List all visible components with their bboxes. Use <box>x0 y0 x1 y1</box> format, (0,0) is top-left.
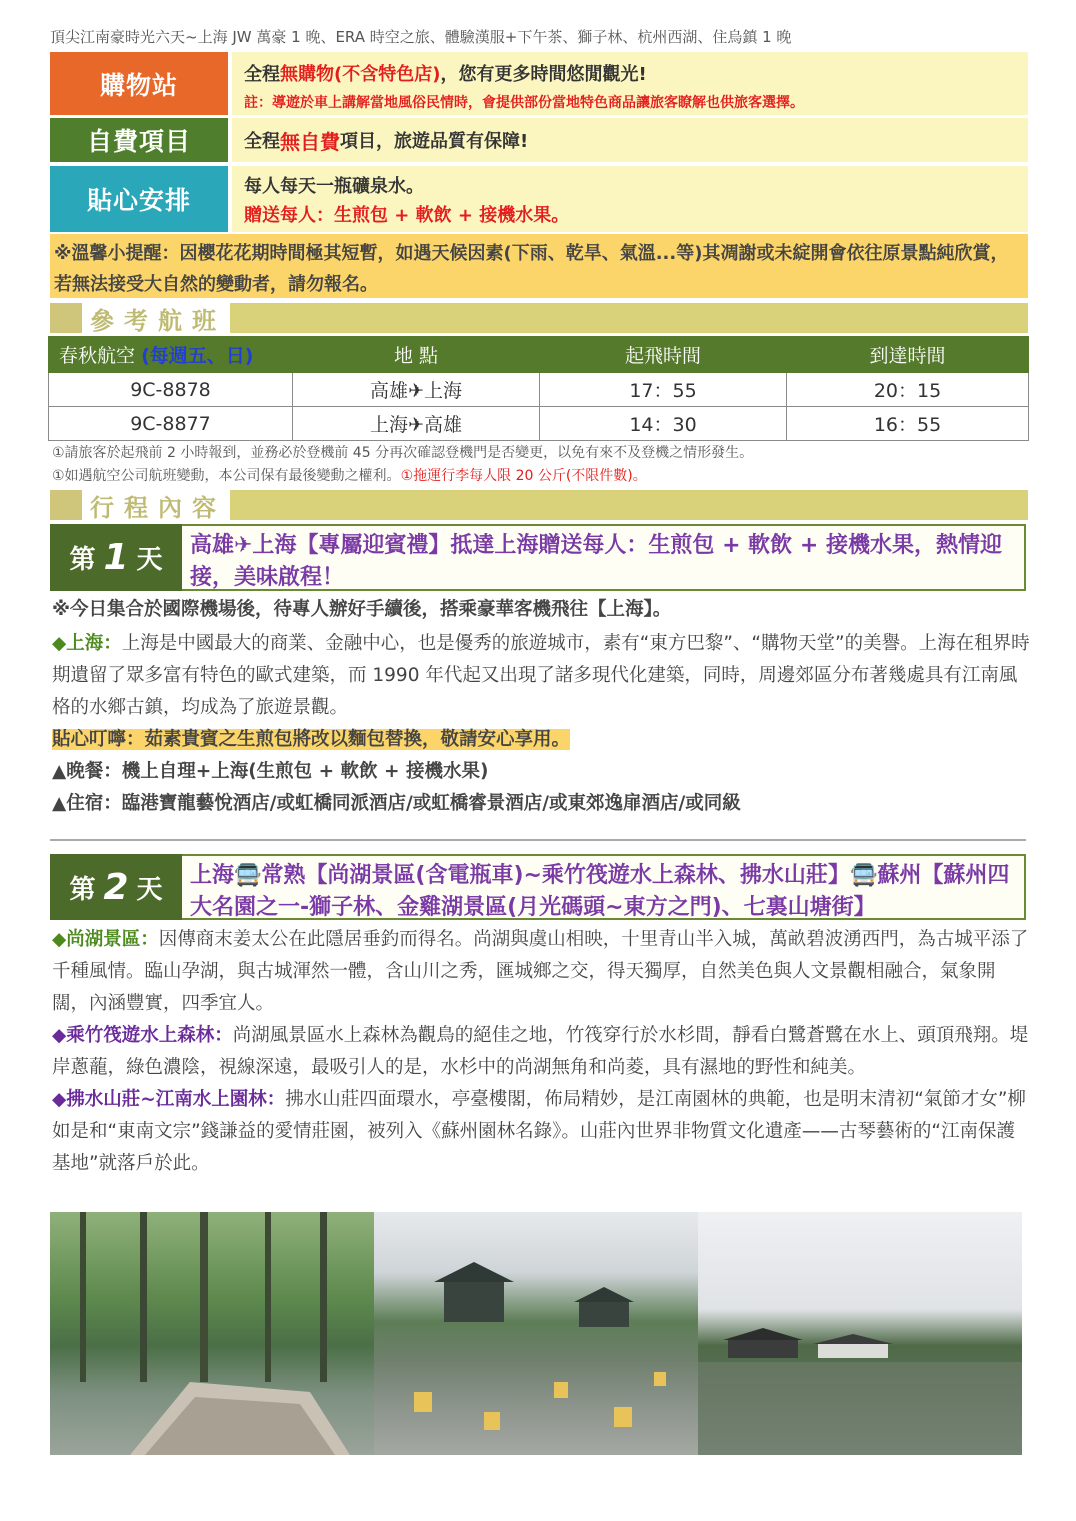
day1-box <box>50 524 1026 591</box>
day-label: 天 <box>136 545 163 575</box>
optional-row <box>50 118 1028 162</box>
shanghu-paragraph <box>52 924 1030 1020</box>
flight-route: 上海✈高雄 <box>293 407 540 441</box>
shopping-body <box>232 52 1028 115</box>
day1-tip: 貼心叮嚀：茹素貴賓之生煎包將改以麵包替換，敬請安心享用。 <box>52 729 571 750</box>
airline-name: 春秋航空 <box>59 345 136 367</box>
shanghu-lead: ◆尚湖景區： <box>52 929 159 950</box>
luggage-note: ①拖運行李每人限 20 公斤(不限件數)。 <box>400 468 647 484</box>
bamboo-raft-paragraph <box>52 1020 1030 1084</box>
flight-dep: 14：30 <box>540 407 787 441</box>
lake-pavilion-illustration <box>698 1212 1022 1455</box>
flight-days: (每週五、日) <box>141 345 254 367</box>
flight-col-depart: 起飛時間 <box>540 337 787 373</box>
fushui-paragraph <box>52 1084 1030 1180</box>
shopping-text-b: ，您有更多時間悠閒觀光! <box>440 64 647 85</box>
flight-col-airline <box>49 337 293 373</box>
shanghai-text: 上海是中國最大的商業、金融中心，也是優秀的旅遊城市，素有“東方巴黎”、“購物天堂”的美譽。上海在租界時期遺留了眾多富有特色的歐式建築，而 1990 年代起又出現了諸多現代化建築，同時，周邊郊區分布著幾處具有江南風格的水鄉古鎮，均成為了旅遊景觀。 <box>52 633 1030 718</box>
day1-intro: ※今日集合於國際機場後，待專人辦好手續後，搭乘豪華客機飛往【上海】。 <box>52 599 672 620</box>
table-row <box>49 407 1029 441</box>
flight-notes <box>52 442 753 488</box>
day1-hotel: ▲住宿：臨港寶龍藝悅酒店/或虹橋同派酒店/或虹橋睿景酒店/或東郊逸扉酒店/或同級 <box>52 793 741 814</box>
page-header: 頂尖江南豪時光六天~上海 JW 萬豪 1 晚、ERA 時空之旅、體驗漢服+下午茶、獅子林、杭州西湖、住烏鎮 1 晚 <box>50 28 792 46</box>
section-block <box>50 303 82 333</box>
fushui-text: 拂水山莊四面環水，亭臺樓閣，佈局精妙，是江南園林的典範，也是明末清初“氣節才女”柳如是和“東南文宗”錢謙益的愛情莊園，被列入《蘇州園林名錄》。山莊內世界非物質文化遺產——古琴藝術的“江南保護基地”就落戶於此。 <box>52 1089 1026 1174</box>
bamboo-raft-lead: ◆乘竹筏遊水上森林： <box>52 1025 233 1046</box>
day1-shanghai <box>52 628 1030 724</box>
day-label: 第 <box>69 545 96 575</box>
shanghai-lead: ◆上海： <box>52 633 122 654</box>
shanghu-text: 因傳商末姜太公在此隱居垂釣而得名。尚湖與虞山相映，十里青山半入城，萬畝碧波湧西門，為古城平添了千種風情。臨山孕湖，與古城渾然一體，含山川之秀，匯城鄉之交，得天獨厚，自然美色與人文景觀相融合，氣象開闊，內涵豐實，四季宜人。 <box>52 929 1029 1014</box>
flight-no: 9C-8878 <box>49 373 293 407</box>
day-divider <box>50 839 1026 841</box>
day-label: 天 <box>136 874 163 905</box>
water-forest-illustration <box>50 1212 374 1455</box>
itinerary-section-title: 行程內容 <box>82 490 230 520</box>
flight-table <box>48 336 1029 441</box>
flight-note-1: ①請旅客於起飛前 2 小時報到，並務必於登機前 45 分再次確認登機門是否變更，以免有來不及登機之情形發生。 <box>52 445 754 461</box>
optional-tag: 自費項目 <box>50 118 228 162</box>
flight-no: 9C-8877 <box>49 407 293 441</box>
flight-section-title: 參考航班 <box>82 303 230 333</box>
flight-arr: 16：55 <box>787 407 1029 441</box>
day2-tag <box>50 854 182 920</box>
water-forest-photo <box>50 1212 374 1455</box>
flight-route: 高雄✈上海 <box>293 373 540 407</box>
day2-title: 上海🚍常熟【尚湖景區(含電瓶車)~乘竹筏遊水上森林、拂水山莊】🚍蘇州【蘇州四大名園之一-獅子林、金雞湖景區(月光碼頭~東方之門)、七裏山塘街】 <box>182 854 1026 920</box>
flight-section-header <box>50 303 1028 333</box>
day1-dinner: ▲晚餐：機上自理+上海(生煎包 + 軟飲 + 接機水果) <box>52 761 489 782</box>
care-row <box>50 166 1028 232</box>
optional-body <box>232 118 1028 162</box>
flight-col-place: 地 點 <box>293 337 540 373</box>
table-row <box>49 373 1029 407</box>
shopping-highlight: 無購物(不含特色店) <box>280 64 441 85</box>
shopping-row <box>50 52 1028 115</box>
day-label: 第 <box>69 874 96 905</box>
optional-text-b: 項目，旅遊品質有保障! <box>340 131 529 152</box>
optional-highlight: 無自費 <box>280 129 340 154</box>
day-number: 2 <box>103 866 129 908</box>
garden-photo <box>374 1212 698 1455</box>
reminder-box: ※溫馨小提醒：因櫻花花期時間極其短暫，如遇天候因素(下雨、乾旱、氣溫...等)其凋謝或未綻開會依往原景點純欣賞，若無法接受大自然的變動者，請勿報名。 <box>50 234 1028 298</box>
lake-pavilion-photo <box>698 1212 1022 1455</box>
flight-note-2: ①如遇航空公司航班變動，本公司保有最後變動之權利。 <box>52 468 401 484</box>
shopping-text-a: 全程 <box>244 64 280 85</box>
itinerary-section-header <box>50 490 1028 520</box>
day1-content <box>52 594 1030 820</box>
section-block <box>50 490 82 520</box>
day1-tag <box>50 524 182 591</box>
flight-arr: 20：15 <box>787 373 1029 407</box>
care-body <box>232 166 1028 232</box>
day2-content <box>52 924 1030 1180</box>
garden-illustration <box>374 1212 698 1455</box>
photo-strip <box>50 1212 1022 1455</box>
flight-col-arrive: 到達時間 <box>787 337 1029 373</box>
flight-dep: 17：55 <box>540 373 787 407</box>
care-line2: 贈送每人：生煎包 + 軟飲 + 接機水果。 <box>244 205 570 226</box>
shopping-tag: 購物站 <box>50 52 228 115</box>
day2-box <box>50 854 1026 920</box>
care-line1: 每人每天一瓶礦泉水。 <box>244 176 424 197</box>
optional-text-a: 全程 <box>244 131 280 152</box>
day1-title: 高雄✈上海【專屬迎賓禮】抵達上海贈送每人：生煎包 + 軟飲 + 接機水果，熱情迎接，美味啟程！ <box>182 524 1026 591</box>
day-number: 1 <box>103 537 129 578</box>
bamboo-raft-text: 尚湖風景區水上森林為觀鳥的絕佳之地，竹筏穿行於水杉間，靜看白鷺蒼鷺在水上、頭頂飛翔。堤岸蔥蘢，綠色濃陰，視線深遠，最吸引人的是，水杉中的尚湖無角和尚菱，具有濕地的野性和純美。 <box>52 1025 1029 1078</box>
care-tag: 貼心安排 <box>50 166 228 232</box>
fushui-lead: ◆拂水山莊~江南水上園林： <box>52 1089 286 1110</box>
shopping-note: 註：導遊於車上講解當地風俗民情時，會提供部份當地特色商品讓旅客瞭解也供旅客選擇。 <box>244 95 804 111</box>
